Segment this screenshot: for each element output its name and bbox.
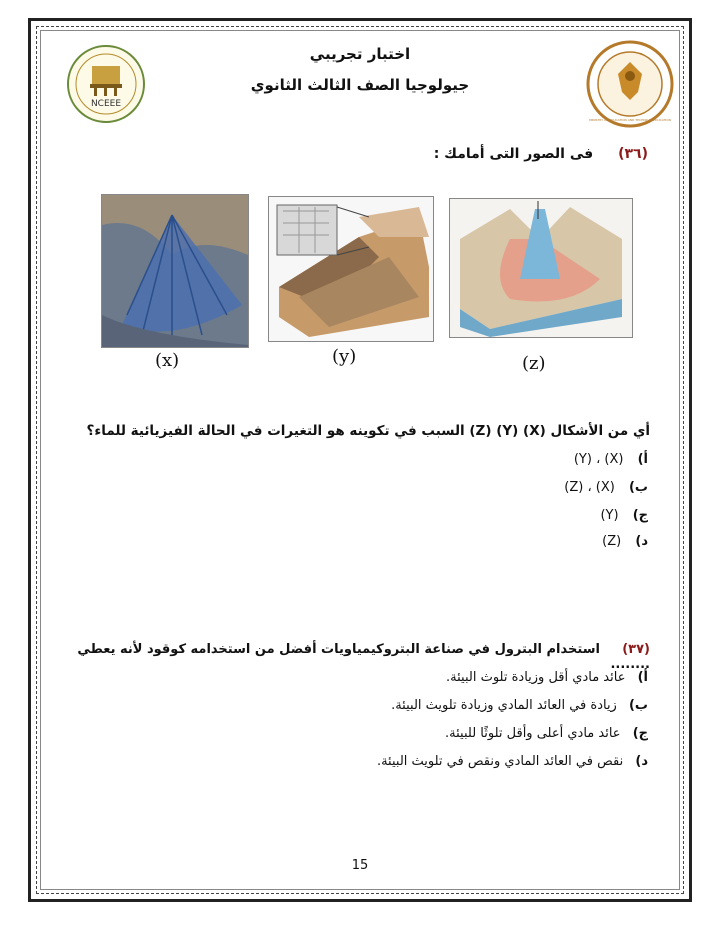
q36-intro-line [248, 146, 648, 162]
q37-option-b-letter: ب) [628, 698, 648, 713]
q36-option-b-text: (X) ، (Z) [564, 480, 615, 495]
ministry-logo [586, 40, 674, 128]
figure-z-caption: (z) [522, 353, 546, 374]
page-number: 15 [351, 858, 369, 873]
q37-option-b-text: زيادة في العائد المادي وزيادة تلويث البيئة. [391, 698, 617, 713]
q37-option-d [148, 754, 648, 769]
nceee-logo-text: NCEEE [90, 99, 122, 109]
q36-option-d-text: (Z) [602, 534, 622, 549]
ministry-logo-text: MINISTRY OF EDUCATION AND TECHNICAL EDUCATION [589, 118, 671, 122]
q36-option-a-letter: أ) [637, 452, 648, 467]
q36-intro: فى الصور التى أمامك : [433, 146, 594, 162]
figure-x-alluvial-fan [101, 194, 249, 348]
exam-subtitle: جيولوجيا الصف الثالث الثانوي [250, 76, 470, 94]
q37-option-a-text: عائد مادي أقل وزيادة تلوث البيئة. [446, 670, 626, 685]
q37-option-c-letter: ج) [632, 726, 648, 741]
q36-option-a-text: (X) ، (Y) [573, 452, 624, 467]
q37-question: استخدام البترول في صناعة البتروكيمياويات أفضل من استخدامه كوقود لأنه يعطي ........ [77, 642, 650, 672]
figure-y-caption: (y) [332, 346, 357, 367]
exam-title: اختبار تجريبي [309, 45, 411, 63]
q37-option-b [148, 698, 648, 713]
q36-option-b [448, 480, 648, 495]
q37-option-d-letter: د) [635, 754, 648, 769]
q37-option-a-letter: أ) [637, 670, 648, 685]
q36-option-c-text: (Y) [600, 508, 619, 523]
q36-option-d [448, 534, 648, 549]
q37-option-d-text: نقص في العائد المادي ونقص في تلويث البيئة. [376, 754, 624, 769]
figure-z-glacier-deposit [449, 198, 633, 338]
q37-option-a [148, 670, 648, 685]
q36-option-b-letter: ب) [628, 480, 648, 495]
q37-option-c [148, 726, 648, 741]
figure-y-landslide [268, 196, 434, 342]
q36-option-d-letter: د) [635, 534, 648, 549]
q36-option-a [448, 452, 648, 467]
q36-option-c-letter: ج) [632, 508, 648, 523]
q37-number: (٣٧) [622, 642, 650, 657]
q36-question: أي من الأشكال (X) (Y) (Z) السبب في تكوينه هو التغيرات في الحالة الفيزيائية للماء؟ [86, 423, 650, 439]
q37-question-line [60, 642, 650, 672]
q36-number: (٣٦) [618, 146, 648, 162]
q37-option-c-text: عائد مادي أعلى وأقل تلوثًا للبيئة. [445, 726, 621, 741]
nceee-logo [66, 44, 146, 124]
figure-x-caption: (x) [155, 350, 180, 371]
q36-option-c [448, 508, 648, 523]
